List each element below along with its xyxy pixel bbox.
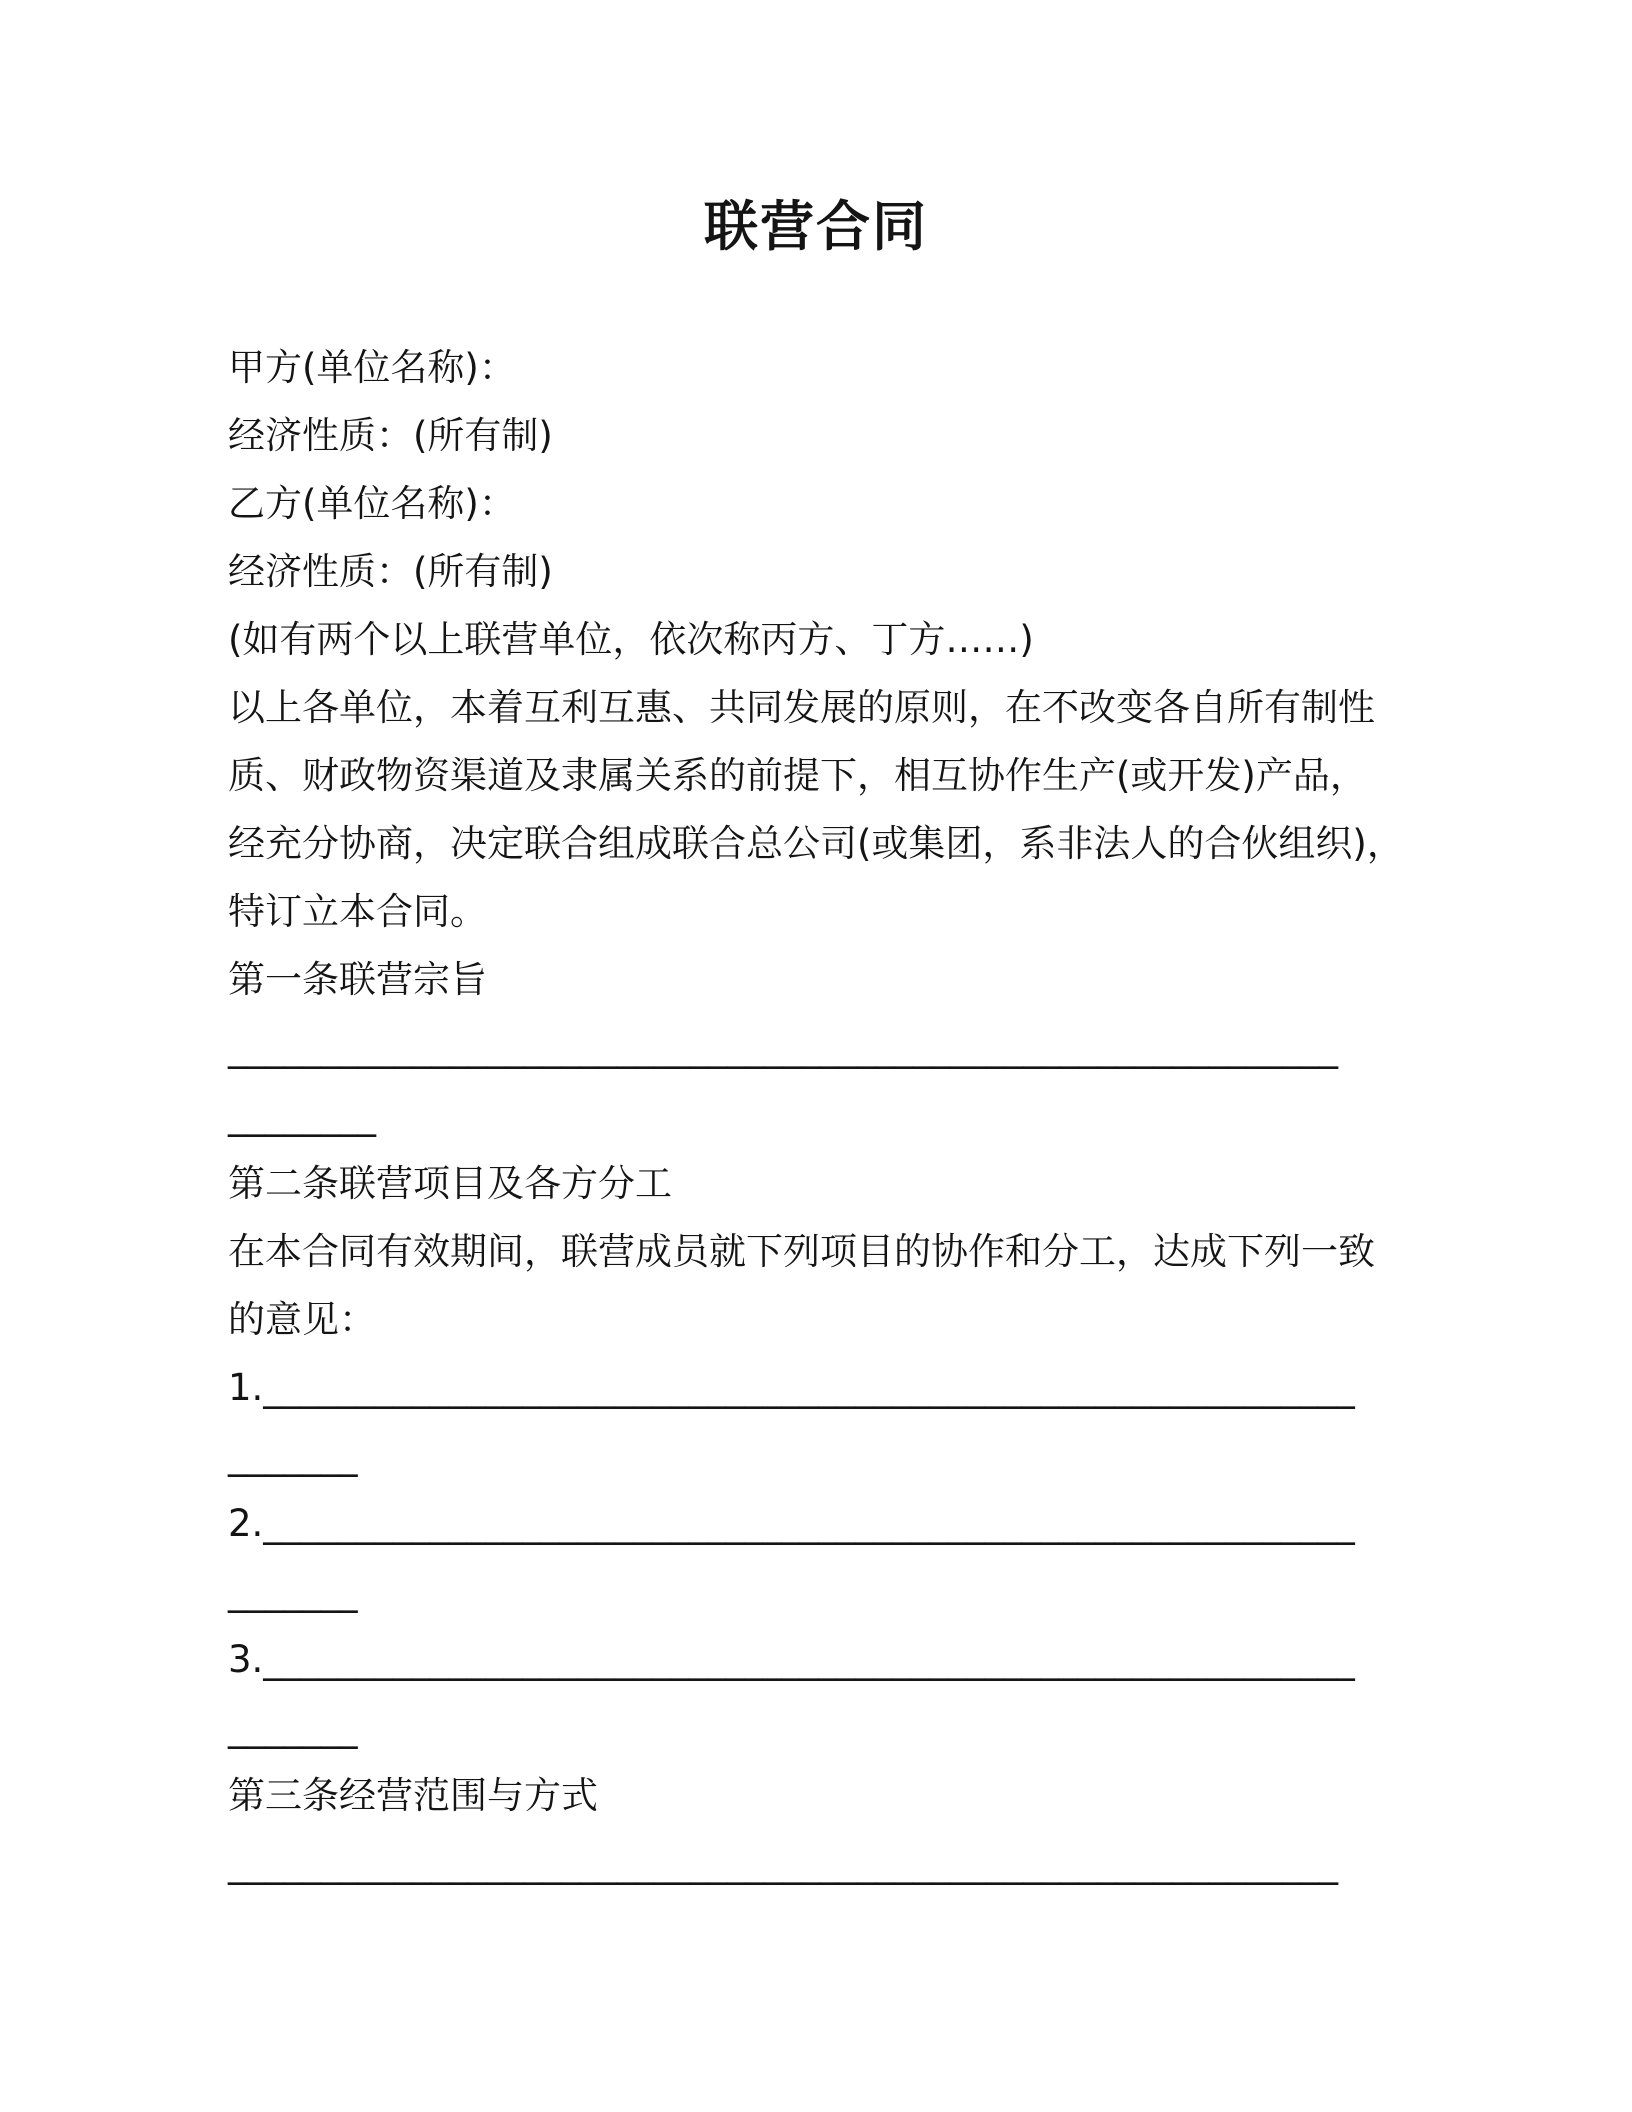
section-2-heading: 第二条联营项目及各方分工 [228, 1162, 672, 1205]
section-2-body-line: 在本合同有效期间，联营成员就下列项目的协作和分工，达成下列一致 [228, 1230, 1375, 1273]
blank-fill-line-long: ____________________________________________________________ [228, 1026, 1338, 1069]
party-b-line: 乙方(单位名称)： [228, 482, 516, 525]
preamble-line: 特订立本合同。 [228, 890, 487, 933]
blank-fill-line-short: _______ [228, 1706, 358, 1749]
party-a-line: 甲方(单位名称)： [228, 346, 516, 389]
document-title: 联营合同 [704, 195, 928, 258]
additional-parties-note-line: (如有两个以上联营单位，依次称丙方、丁方……) [228, 618, 1034, 661]
section-3-heading: 第三条经营范围与方式 [228, 1774, 598, 1817]
list-item-2-line: 2.___________________________________________________________ [228, 1502, 1355, 1545]
blank-fill-line-short: ________ [228, 1094, 376, 1137]
blank-fill-line-short: _______ [228, 1434, 358, 1477]
list-item-1-line: 1.___________________________________________________________ [228, 1366, 1355, 1409]
blank-fill-line-long: ____________________________________________________________ [228, 1842, 1338, 1885]
document-body [228, 334, 1404, 1898]
party-b-nature-line: 经济性质：(所有制) [228, 550, 553, 593]
preamble-line: 经充分协商，决定联合组成联合总公司(或集团，系非法人的合伙组织)， [228, 822, 1404, 865]
party-a-nature-line: 经济性质：(所有制) [228, 414, 553, 457]
preamble-line: 以上各单位，本着互利互惠、共同发展的原则，在不改变各自所有制性 [228, 686, 1375, 729]
section-1-heading: 第一条联营宗旨 [228, 958, 487, 1001]
list-item-3-line: 3.___________________________________________________________ [228, 1638, 1355, 1681]
preamble-line: 质、财政物资渠道及隶属关系的前提下，相互协作生产(或开发)产品， [228, 754, 1367, 797]
section-2-body-line: 的意见： [228, 1298, 376, 1341]
blank-fill-line-short: _______ [228, 1570, 358, 1613]
